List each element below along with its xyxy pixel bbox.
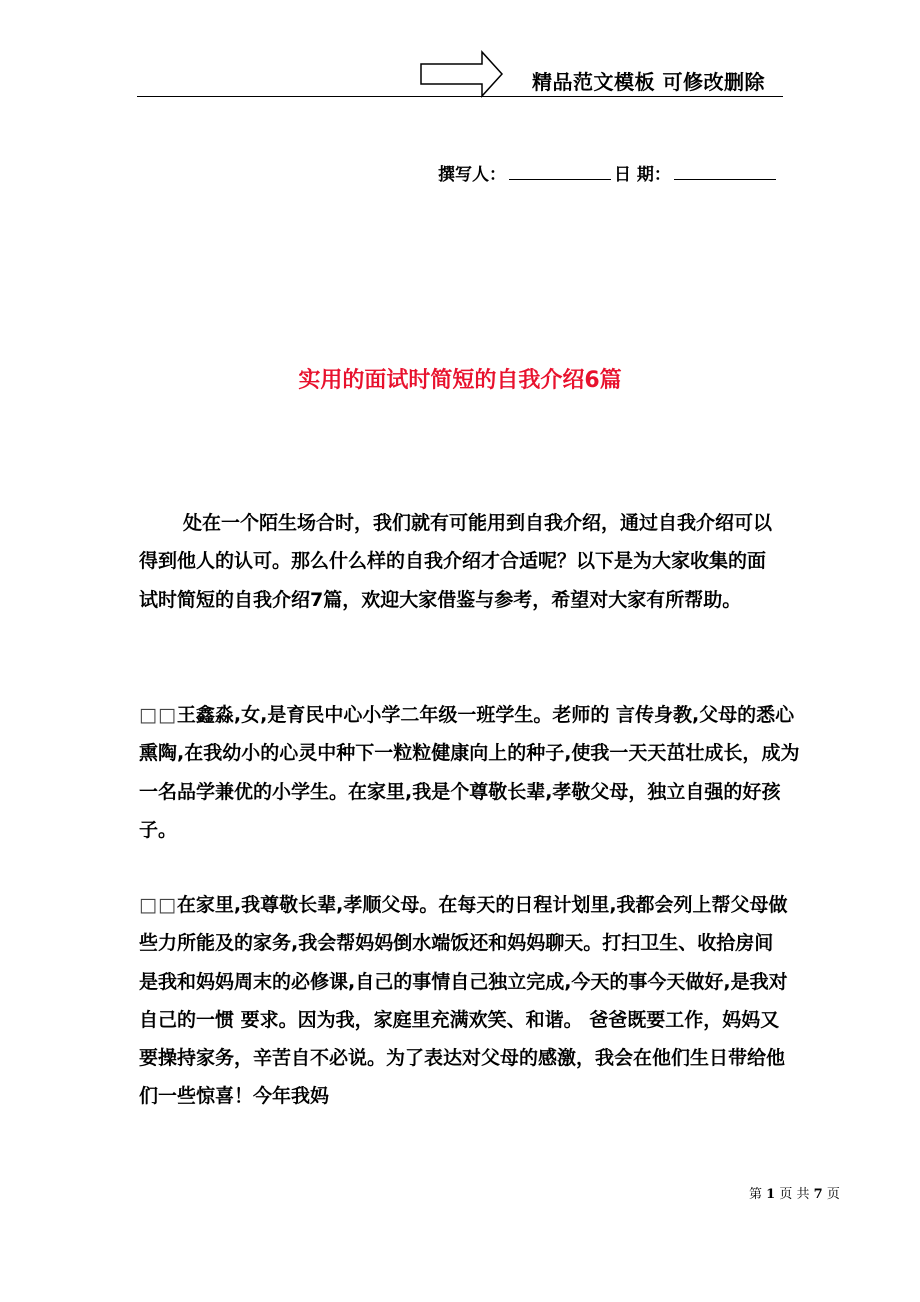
- header-banner-text: 精品范文模板 可修改删除: [532, 70, 765, 94]
- current-page-number: 1: [766, 1187, 776, 1202]
- date-blank-field[interactable]: [674, 163, 776, 180]
- total-pages-number: 7: [813, 1187, 823, 1202]
- paragraph-indent-mark: □□: [139, 894, 177, 916]
- author-blank-field[interactable]: [509, 163, 611, 180]
- header-divider: [137, 96, 783, 97]
- body-paragraph-1: [139, 696, 809, 849]
- paragraph-1: [139, 696, 809, 849]
- body-paragraph-2: [139, 886, 809, 1116]
- body-intro: [139, 504, 809, 619]
- author-label: 撰写人：: [438, 165, 506, 185]
- paragraph-2-text: 在家里,我尊敬长辈,孝顺父母。在每天的日程计划里,我都会列上帮父母做些力所能及的家务,我会帮妈妈倒水端饭还和妈妈聊天。打扫卫生、收拾房间是我和妈妈周末的必修课,自己的事情自己独立完成,今天的事今天做好,是我对自己的一惯 要求。因为我，家庭里充满欢笑、和谐。 爸爸既要工作，妈妈又要操持家务，辛苦自不必说。为了表达对父母的感激，我会在他们生日带给他们一些惊喜！今年我妈: [139, 894, 788, 1108]
- paragraph-1-text: 王鑫淼,女,是育民中心小学二年级一班学生。老师的 言传身教,父母的悉心熏陶,在我幼小的心灵中种下一粒粒健康向上的种子,使我一天天茁壮成长，成为一名品学兼优的小学生。在家里,我是个尊敬长辈,孝敬父母，独立自强的好孩子。: [139, 704, 800, 841]
- right-arrow-outline-icon: [420, 50, 504, 98]
- footer-suffix: 页: [826, 1187, 840, 1202]
- paragraph-2: [139, 886, 809, 1116]
- intro-paragraph: 处在一个陌生场合时，我们就有可能用到自我介绍，通过自我介绍可以得到他人的认可。那么什么样的自我介绍才合适呢？以下是为大家收集的面试时简短的自我介绍7篇，欢迎大家借鉴与参考，希望对大家有所帮助。: [139, 512, 773, 611]
- paragraph-indent-mark: □□: [139, 704, 177, 726]
- footer-prefix: 第: [749, 1187, 763, 1202]
- author-date-line: [438, 160, 779, 185]
- document-title: 实用的面试时简短的自我介绍6篇: [298, 368, 622, 393]
- page-footer: [749, 1183, 840, 1202]
- footer-middle: 页 共: [779, 1187, 810, 1202]
- date-label: 日 期：: [614, 165, 671, 185]
